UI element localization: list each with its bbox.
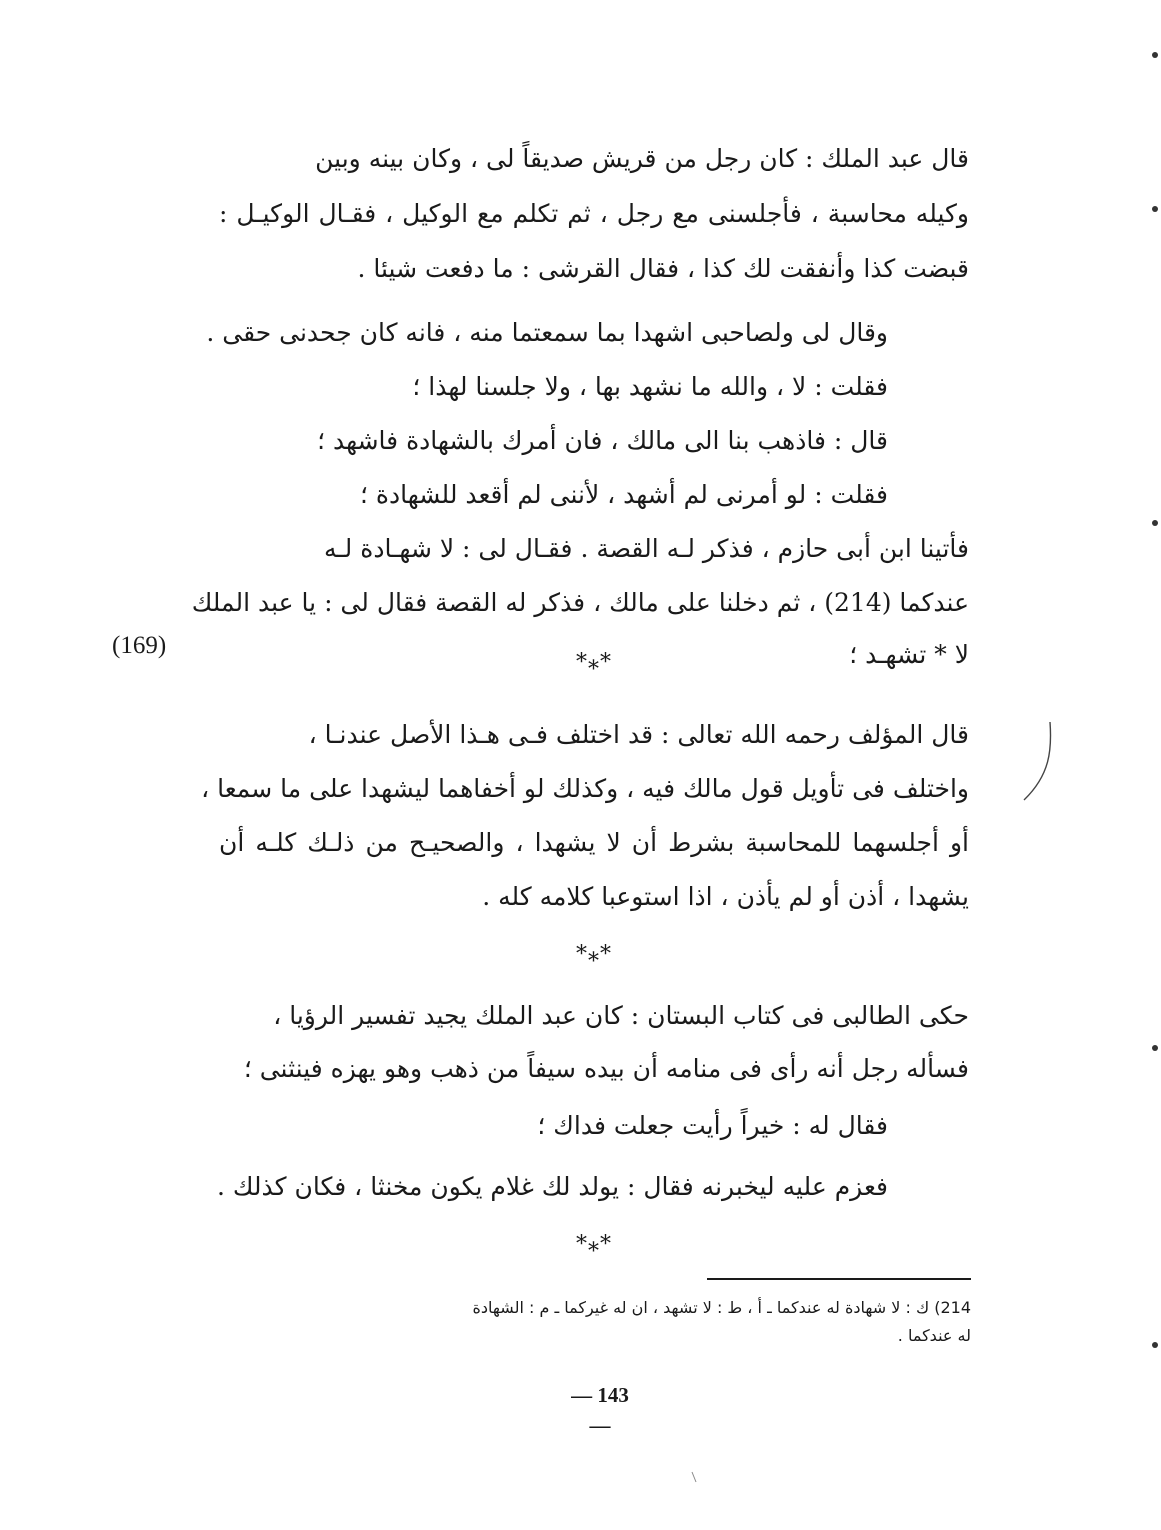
text-line: قال عبد الملك : كان رجل من قريش صديقاً لى ، وكان بينه وبين bbox=[315, 144, 969, 173]
text-line: وكيله محاسبة ، فأجلسنى مع رجل ، ثم تكلم مع الوكيل ، فقـال الوكيـل : bbox=[219, 199, 969, 228]
scan-dot bbox=[1152, 520, 1158, 526]
text-line: واختلف فى تأويل قول مالك فيه ، وكذلك لو أخفاهما ليشهدا على ما سمعا ، bbox=[201, 774, 969, 803]
pencil-mark bbox=[1020, 720, 1060, 810]
footnote-rule bbox=[707, 1278, 971, 1280]
text-line: فقلت : لو أمرنى لم أشهد ، لأننى لم أقعد للشهادة ؛ bbox=[359, 480, 888, 509]
footnote-line: له عندكما . bbox=[897, 1326, 971, 1345]
text-line: يشهدا ، أذن أو لم يأذن ، اذا استوعبا كلامه كله . bbox=[482, 882, 969, 911]
section-separator: *⁎* bbox=[576, 1232, 612, 1257]
scan-dot bbox=[1152, 1045, 1158, 1051]
text-line: أو أجلسهما للمحاسبة بشرط أن لا يشهدا ، والصحيـح من ذلـك كلـه أن bbox=[219, 828, 969, 857]
text-line: حكى الطالبى فى كتاب البستان : كان عبد الملك يجيد تفسير الرؤيا ، bbox=[273, 1001, 969, 1030]
text-line: قبضت كذا وأنفقت لك كذا ، فقال القرشى : ما دفعت شيئا . bbox=[357, 254, 969, 283]
page-number: — 143 — bbox=[571, 1383, 629, 1437]
text-line: فعزم عليه ليخبرنه فقال : يولد لك غلام يكون مخنثا ، فكان كذلك . bbox=[216, 1172, 888, 1201]
footnote-line: 214) ك : لا شهادة له عندكما ـ أ ، ط : لا تشهد ، ان له غيركما ـ م : الشهادة bbox=[472, 1298, 971, 1317]
scan-dot bbox=[1152, 52, 1158, 58]
margin-number: (169) bbox=[112, 632, 167, 659]
scan-dot bbox=[1152, 1342, 1158, 1348]
pencil-tick bbox=[690, 1470, 702, 1484]
text-line: عندكما (214) ، ثم دخلنا على مالك ، فذكر له القصة فقال لى : يا عبد الملك bbox=[191, 588, 969, 617]
text-line: وقال لى ولصاحبى اشهدا بما سمعتما منه ، فانه كان جحدنى حقى . bbox=[206, 318, 888, 347]
text-line: فأتينا ابن أبى حازم ، فذكر لـه القصة . فقـال لى : لا شهـادة لـه bbox=[323, 534, 969, 563]
section-separator: *⁎* bbox=[576, 650, 612, 675]
text-line: قال : فاذهب بنا الى مالك ، فان أمرك بالشهادة فاشهد ؛ bbox=[317, 426, 888, 455]
section-separator: *⁎* bbox=[576, 942, 612, 967]
scan-dot bbox=[1152, 206, 1158, 212]
text-line: فسأله رجل أنه رأى فى منامه أن بيده سيفاً من ذهب وهو يهزه فينثنى ؛ bbox=[243, 1054, 969, 1083]
text-line: لا * تشهـد ؛ bbox=[849, 640, 969, 669]
text-line: فقال له : خيراً رأيت جعلت فداك ؛ bbox=[537, 1111, 888, 1140]
text-line: قال المؤلف رحمه الله تعالى : قد اختلف فـى هـذا الأصل عندنـا ، bbox=[308, 720, 969, 749]
text-line: فقلت : لا ، والله ما نشهد بها ، ولا جلسنا لهذا ؛ bbox=[412, 372, 888, 401]
